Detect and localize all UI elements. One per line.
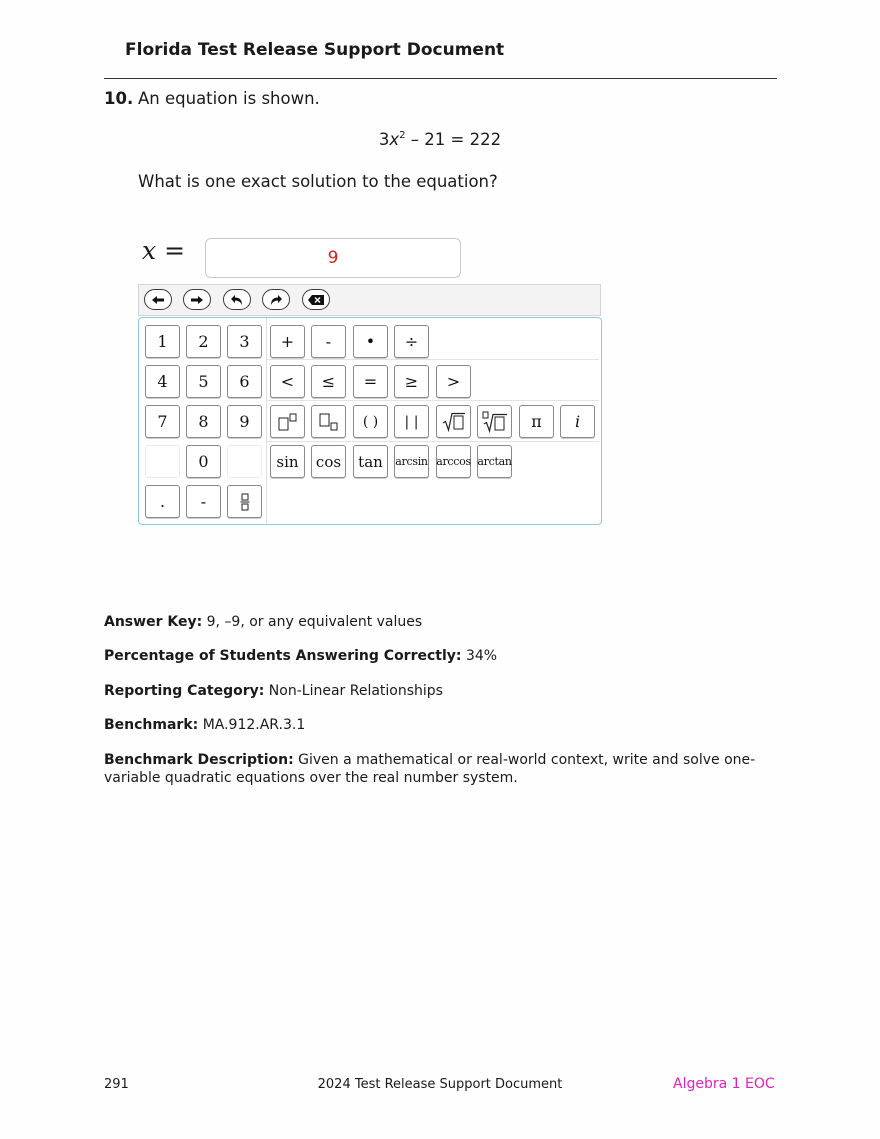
- answer-input[interactable]: 9: [205, 238, 461, 278]
- key-divide[interactable]: ÷: [394, 325, 429, 358]
- key-square-root[interactable]: [436, 405, 471, 438]
- equation-editor-toolbar: [138, 284, 601, 316]
- row-divider: [267, 359, 599, 360]
- header-divider: [104, 78, 777, 79]
- key-3[interactable]: 3: [227, 325, 262, 358]
- answer-key: [104, 614, 422, 630]
- reporting-category: [104, 683, 443, 699]
- key-imaginary[interactable]: i: [560, 405, 595, 438]
- key-greater-equal[interactable]: ≥: [394, 365, 429, 398]
- footer-course: Algebra 1 EOC: [673, 1076, 775, 1092]
- percent-correct-value: 34%: [461, 648, 498, 664]
- row-divider: [267, 441, 599, 442]
- redo-icon: [269, 294, 283, 306]
- key-blank: [227, 445, 262, 478]
- undo-button[interactable]: [223, 289, 251, 310]
- equation-variable: x: [389, 130, 400, 149]
- key-pi[interactable]: π: [519, 405, 554, 438]
- benchmark-description: [104, 751, 784, 787]
- equation: [0, 130, 880, 149]
- response-variable: x: [142, 236, 157, 265]
- question-stem: An equation is shown.: [138, 89, 320, 108]
- answer-key-label: Answer Key:: [104, 614, 203, 630]
- key-greater-than[interactable]: >: [436, 365, 471, 398]
- key-absolute-value[interactable]: | |: [394, 405, 429, 438]
- move-right-button[interactable]: [183, 289, 211, 310]
- reporting-category-label: Reporting Category:: [104, 683, 265, 699]
- fraction-icon: [240, 493, 250, 511]
- question-number: 10.: [104, 89, 134, 108]
- key-equals[interactable]: =: [353, 365, 388, 398]
- response-equals: =: [164, 236, 186, 265]
- equation-exponent: 2: [399, 130, 406, 141]
- benchmark-description-value: Given a mathematical or real-world context, write and solve one-variable quadratic equations over the real number system.: [104, 752, 756, 786]
- backspace-icon: [307, 294, 325, 306]
- key-arctan[interactable]: arctan: [477, 445, 512, 478]
- page-number: 291: [104, 1077, 129, 1092]
- key-tan[interactable]: tan: [353, 445, 388, 478]
- key-subscript[interactable]: [311, 405, 346, 438]
- key-arcsin[interactable]: arcsin: [394, 445, 429, 478]
- left-arrow-icon: [151, 295, 165, 305]
- nth-root-icon: [482, 411, 508, 433]
- key-nth-root[interactable]: [477, 405, 512, 438]
- key-arccos[interactable]: arccos: [436, 445, 471, 478]
- percent-correct-label: Percentage of Students Answering Correctly:: [104, 648, 462, 664]
- header-title: Florida Test Release Support Document: [125, 40, 505, 60]
- key-negative[interactable]: -: [186, 485, 221, 518]
- benchmark-description-label: Benchmark Description:: [104, 752, 294, 768]
- key-minus[interactable]: -: [311, 325, 346, 358]
- footer-title: 2024 Test Release Support Document: [317, 1077, 563, 1092]
- keypad-divider: [266, 318, 267, 523]
- key-cos[interactable]: cos: [311, 445, 346, 478]
- key-less-than[interactable]: <: [270, 365, 305, 398]
- key-sin[interactable]: sin: [270, 445, 305, 478]
- benchmark: [104, 717, 305, 733]
- key-multiply[interactable]: •: [353, 325, 388, 358]
- key-less-equal[interactable]: ≤: [311, 365, 346, 398]
- key-1[interactable]: 1: [145, 325, 180, 358]
- answer-key-value: 9, –9, or any equivalent values: [202, 614, 423, 630]
- superscript-icon: [278, 413, 298, 431]
- key-parentheses[interactable]: ( ): [353, 405, 388, 438]
- percent-correct: [104, 648, 497, 664]
- square-root-icon: [442, 412, 466, 432]
- subscript-icon: [319, 413, 339, 431]
- key-4[interactable]: 4: [145, 365, 180, 398]
- move-left-button[interactable]: [144, 289, 172, 310]
- key-decimal[interactable]: .: [145, 485, 180, 518]
- key-5[interactable]: 5: [186, 365, 221, 398]
- key-plus[interactable]: +: [270, 325, 305, 358]
- key-6[interactable]: 6: [227, 365, 262, 398]
- key-9[interactable]: 9: [227, 405, 262, 438]
- question-prompt: What is one exact solution to the equation?: [138, 172, 498, 191]
- equation-coefficient: 3: [378, 130, 390, 149]
- key-2[interactable]: 2: [186, 325, 221, 358]
- redo-button[interactable]: [262, 289, 290, 310]
- right-arrow-icon: [190, 295, 204, 305]
- undo-icon: [230, 294, 244, 306]
- reporting-category-value: Non-Linear Relationships: [264, 683, 443, 699]
- backspace-button[interactable]: [302, 289, 330, 310]
- math-keypad: [138, 317, 602, 525]
- key-blank: [145, 445, 180, 478]
- key-8[interactable]: 8: [186, 405, 221, 438]
- key-7[interactable]: 7: [145, 405, 180, 438]
- response-label: [142, 236, 185, 265]
- benchmark-value: MA.912.AR.3.1: [198, 717, 306, 733]
- row-divider: [267, 400, 599, 401]
- key-superscript[interactable]: [270, 405, 305, 438]
- benchmark-label: Benchmark:: [104, 717, 199, 733]
- equation-rest: – 21 = 222: [405, 130, 502, 149]
- key-0[interactable]: 0: [186, 445, 221, 478]
- key-fraction[interactable]: [227, 485, 262, 518]
